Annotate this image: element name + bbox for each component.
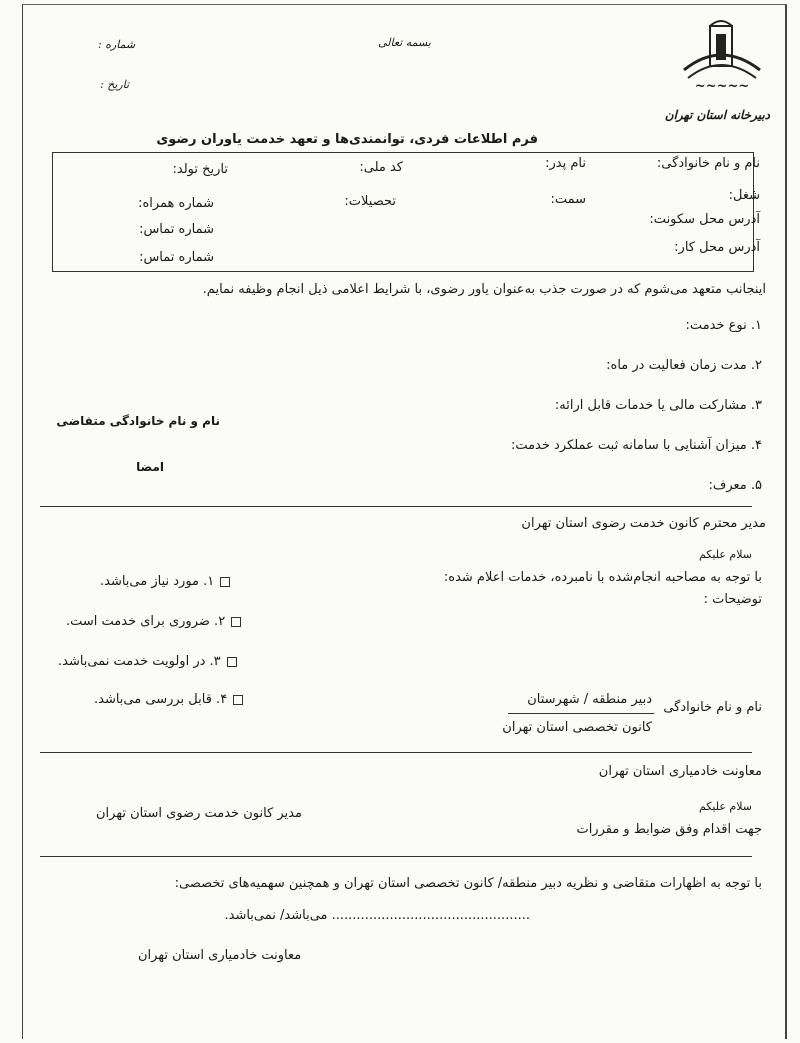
commitment-item-4[interactable]: ۴. میزان آشنایی با سامانه ثبت عملکرد خدمت: [510,438,762,453]
divider [40,752,752,753]
date-label: تاریخ : [100,78,130,91]
option-3[interactable]: ۳. در اولویت خدمت نمی‌باشد. [58,654,237,669]
option-4[interactable]: ۴. قابل بررسی می‌باشد. [94,692,243,707]
signature-label: امضا [136,460,164,474]
option-2[interactable]: ۲. ضروری برای خدمت است. [66,614,241,629]
sign-line [508,713,654,714]
organization-logo [672,18,772,110]
birth-date-field[interactable]: تاریخ تولد: [172,162,228,177]
commitment-item-5[interactable]: ۵. معرف: [708,478,762,493]
work-phone-field[interactable]: شماره تماس: [139,250,214,265]
director-body: با توجه به مصاحبه انجام‌شده با نامبرده، خدمات اعلام شده: [443,570,762,585]
deputy-body: جهت اقدام وفق ضوابط و مقررات [576,822,762,837]
deputy-addressee: معاونت خادمیاری استان تهران [598,764,762,779]
checkbox-icon[interactable] [227,657,237,667]
logo-caption: دبیرخانه استان تهران [664,108,770,122]
occupation-field[interactable]: شغل: [728,188,760,203]
name-label: نام و نام خانوادگی [663,700,762,715]
full-name-field[interactable]: نام و نام خانوادگی: [656,156,760,171]
logo-emblem-icon [672,18,772,110]
svg-text:~~~~~: ~~~~~ [694,79,750,94]
option-1[interactable]: ۱. مورد نیاز می‌باشد. [100,574,230,589]
sign-title: دبیر منطقه / شهرستان [527,692,652,707]
deputy-greeting: سلام علیکم [698,800,752,813]
form-title: فرم اطلاعات فردی، توانمندی‌ها و تعهد خدمت یاوران رضوی [156,132,538,147]
invocation-text: بسمه تعالی [378,36,431,49]
number-label: شماره : [98,38,136,51]
deputy-signer: مدیر کانون خدمت رضوی استان تهران [96,806,302,821]
director-greeting: سلام علیکم [698,548,752,561]
checkbox-icon[interactable] [231,617,241,627]
work-address-field[interactable]: آدرس محل کار: [674,240,760,255]
divider [40,856,752,857]
final-statement: با توجه به اظهارات متقاضی و نظریه دبیر منطقه/ کانون تخصصی استان تهران و همچنین سهمیه‌های تخصصی: [174,876,762,891]
final-decision-line[interactable]: ................................................ می‌باشد/ نمی‌باشد. [224,908,530,923]
checkbox-icon[interactable] [233,695,243,705]
home-address-field[interactable]: آدرس محل سکونت: [649,212,760,227]
commitment-intro: اینجانب متعهد می‌شوم که در صورت جذب به‌عنوان یاور رضوی، با شرایط اعلامی ذیل انجام وظیفه نمایم. [202,282,766,297]
education-field[interactable]: تحصیلات: [344,194,396,209]
mobile-field[interactable]: شماره همراه: [138,196,214,211]
sign-org: کانون تخصصی استان تهران [502,720,652,735]
director-addressee: مدیر محترم کانون خدمت رضوی استان تهران [521,516,766,531]
commitment-item-2[interactable]: ۲. مدت زمان فعالیت در ماه: [606,358,762,373]
applicant-name-label: نام و نام خانوادگی متقاضی [56,414,220,428]
commitment-item-3[interactable]: ۳. مشارکت مالی یا خدمات قابل ارائه: [554,398,762,413]
national-code-field[interactable]: کد ملی: [359,160,403,175]
father-name-field[interactable]: نام پدر: [545,156,586,171]
final-signer: معاونت خادمیاری استان تهران [138,948,302,963]
position-field[interactable]: سمت: [550,192,586,207]
divider [40,506,752,507]
notes-label: توضیحات : [703,592,762,607]
checkbox-icon[interactable] [220,577,230,587]
commitment-item-1[interactable]: ۱. نوع خدمت: [685,318,762,333]
home-phone-field[interactable]: شماره تماس: [139,222,214,237]
